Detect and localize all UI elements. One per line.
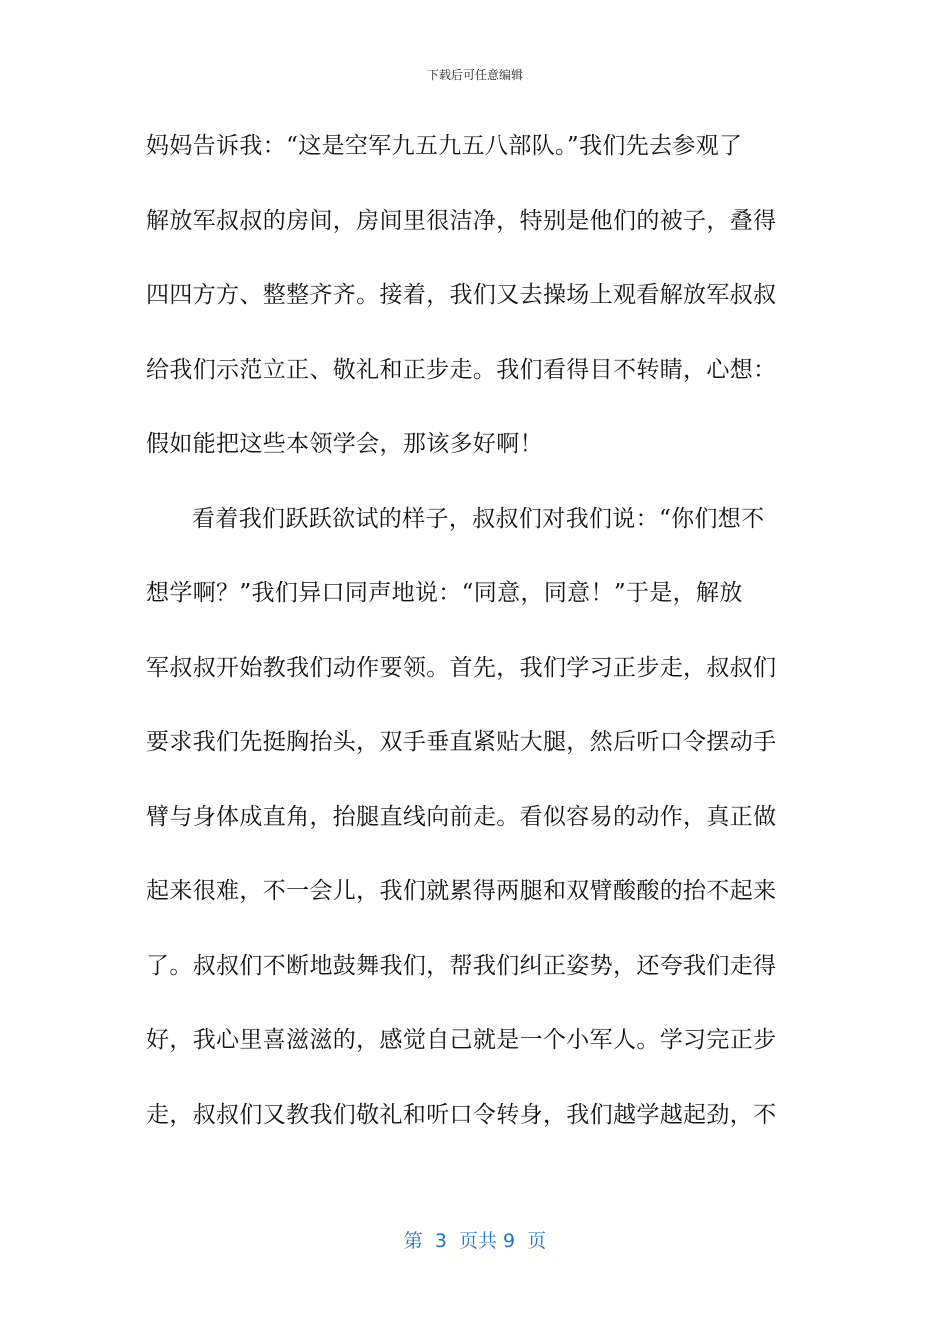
text-line: 给我们示范立正、敬礼和正步走。我们看得目不转睛，心想：	[146, 356, 777, 383]
text-line: 军叔叔开始教我们动作要领。首先，我们学习正步走，叔叔们	[146, 654, 777, 681]
text-line: 臂与身体成直角，抬腿直线向前走。看似容易的动作，真正做	[146, 803, 777, 830]
text-line: 要求我们先挺胸抬头，双手垂直紧贴大腿，然后听口令摆动手	[146, 729, 777, 755]
text-line: 假如能把这些本领学会，那该多好啊！	[146, 431, 543, 457]
text-line: 解放军叔叔的房间，房间里很洁净，特别是他们的被子，叠得	[146, 207, 777, 234]
body-text	[146, 118, 794, 1161]
page-header: 下载后可任意编辑	[426, 68, 523, 82]
text-line: 看着我们跃跃欲试的样子，叔叔们对我们说：“你们想不	[192, 505, 765, 532]
page-footer: 第 3 页共 9 页	[403, 1230, 547, 1252]
text-line: 了。叔叔们不断地鼓舞我们，帮我们纠正姿势，还夸我们走得	[146, 952, 777, 979]
text-line: 起来很难，不一会儿，我们就累得两腿和双臂酸酸的抬不起来	[146, 878, 777, 904]
text-line: 想学啊？”我们异口同声地说：“同意，同意！”于是，解放	[146, 580, 743, 606]
text-line: 四四方方、整整齐齐。接着，我们又去操场上观看解放军叔叔	[146, 282, 777, 308]
text-line: 妈妈告诉我：“这是空军九五九五八部队。”我们先去参观了	[146, 133, 743, 159]
text-line: 走，叔叔们又教我们敬礼和听口令转身，我们越学越起劲，不	[146, 1101, 777, 1128]
text-line: 好，我心里喜滋滋的，感觉自己就是一个小军人。学习完正步	[146, 1027, 777, 1053]
